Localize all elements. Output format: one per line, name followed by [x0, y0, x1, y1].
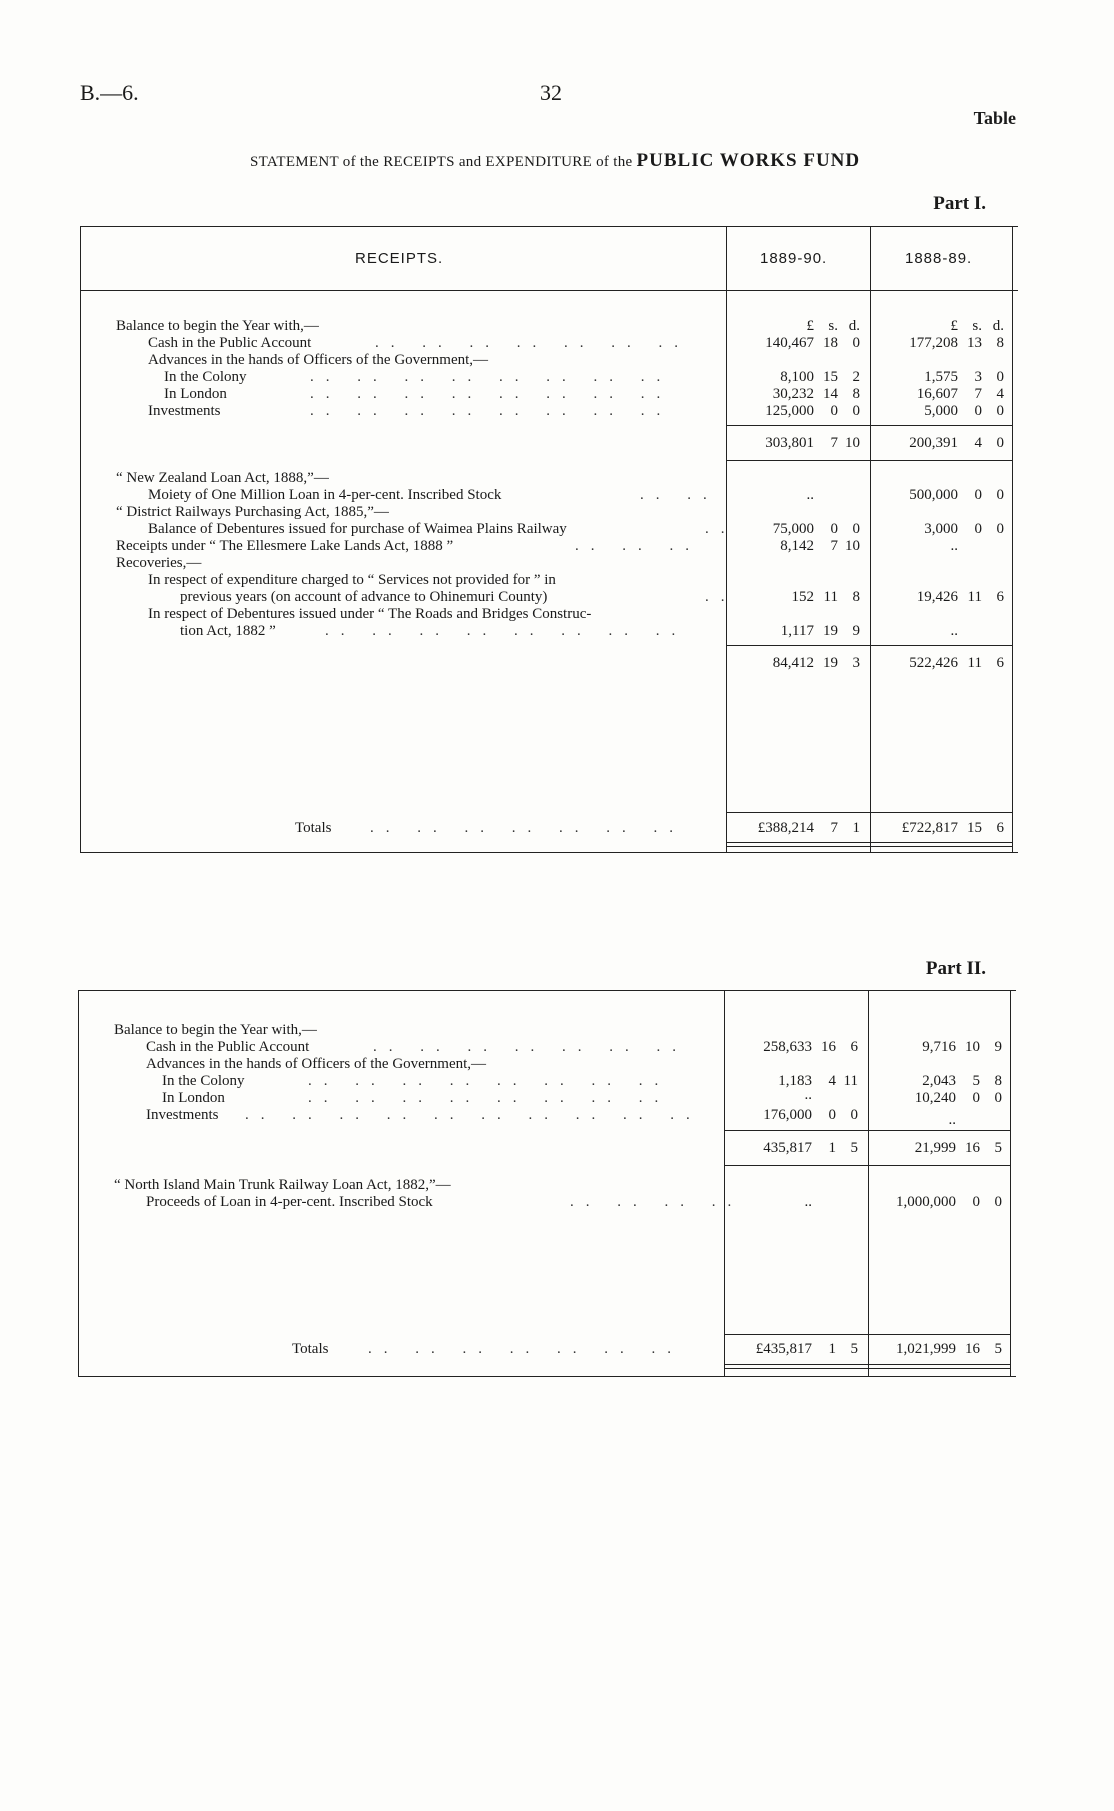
- row-label: Cash in the Public Account: [146, 1039, 310, 1055]
- page-number: 32: [540, 80, 562, 105]
- amount-1888-89: 1,000,000 0 0: [896, 1194, 1002, 1210]
- table-label: Table: [973, 108, 1016, 128]
- leader-dots: ..: [705, 521, 737, 537]
- total-1888-89: £722,817 15 6: [901, 820, 1004, 836]
- row-label: In respect of expenditure charged to “ Services not provided for ” in: [148, 572, 556, 588]
- leader-dots: .. .. .. .. .. .. .. ..: [310, 403, 673, 419]
- amount-1888-89: 10,240 0 0: [914, 1090, 1002, 1106]
- part-2-label: Part II.: [925, 958, 986, 979]
- amount-1888-89: 500,000 0 0: [909, 487, 1004, 503]
- row-label: In the Colony: [164, 369, 247, 385]
- leader-dots: .. .. .. .. .. .. ..: [373, 1039, 688, 1055]
- amount-1888-89: ..: [948, 1112, 956, 1128]
- leader-dots: ..: [705, 589, 737, 605]
- amount-1889-90: 8,100 15 2: [780, 369, 860, 385]
- amount-1889-90: 8,142 7 10: [780, 538, 860, 554]
- amount-1889-90: 75,000 0 0: [772, 521, 860, 537]
- totals-label: Totals: [292, 1341, 329, 1357]
- document-reference: B.—6.: [80, 80, 139, 105]
- leader-dots: .. .. .. .. .. .. .. .. .. ..: [245, 1107, 702, 1123]
- leader-dots: .. .. .. .. .. .. .. ..: [310, 369, 673, 385]
- title-bold: PUBLIC WORKS FUND: [636, 150, 861, 171]
- totals-label: Totals: [295, 820, 332, 836]
- subtotal-1888-89: 200,391 4 0: [909, 435, 1004, 451]
- page-title: [250, 150, 860, 172]
- leader-dots: .. .. .. .. .. .. .. ..: [308, 1090, 671, 1106]
- amount-1889-90: 1,117 19 9: [780, 623, 860, 639]
- amount-1888-89: 5,000 0 0: [924, 403, 1004, 419]
- amount-1888-89: 177,208 13 8: [909, 335, 1004, 351]
- row-label: In the Colony: [162, 1073, 245, 1089]
- row-label: Advances in the hands of Officers of the Government,—: [146, 1056, 487, 1072]
- amount-1888-89: ..: [950, 538, 958, 554]
- total-1889-90: £388,214 7 1: [757, 820, 860, 836]
- column-header-1889-90: 1889-90.: [760, 250, 828, 267]
- leader-dots: .. .. .. .. .. .. .. ..: [310, 386, 673, 402]
- part-1-label: Part I.: [933, 193, 986, 214]
- amount-1889-90: 258,633 16 6: [763, 1039, 858, 1055]
- amount-1889-90: 176,000 0 0: [763, 1107, 858, 1123]
- column-header-receipts: RECEIPTS.: [355, 250, 444, 267]
- units-1888-89: £ s. d.: [950, 318, 1004, 334]
- row-label: Investments: [146, 1107, 219, 1123]
- subtotal-1889-90: 84,412 19 3: [772, 655, 860, 671]
- row-label: tion Act, 1882 ”: [180, 623, 276, 639]
- amount-1889-90: ..: [804, 1194, 812, 1210]
- amount-1888-89: ..: [950, 623, 958, 639]
- amount-1888-89: 19,426 11 6: [916, 589, 1004, 605]
- total-1888-89: 1,021,999 16 5: [896, 1341, 1002, 1357]
- leader-dots: .. .. ..: [575, 538, 701, 554]
- row-label: Moiety of One Million Loan in 4-per-cent. Inscribed Stock: [148, 487, 502, 503]
- row-label: Proceeds of Loan in 4-per-cent. Inscribed Stock: [146, 1194, 433, 1210]
- row-label: In London: [162, 1090, 225, 1106]
- leader-dots: .. .. .. ..: [570, 1194, 744, 1210]
- leader-dots: .. .. .. .. .. .. .. ..: [308, 1073, 671, 1089]
- amount-1889-90: 125,000 0 0: [765, 403, 860, 419]
- subtotal-1889-90: 435,817 1 5: [763, 1140, 858, 1156]
- leader-dots: .. .. .. .. .. .. .. ..: [325, 623, 688, 639]
- row-label: Advances in the hands of Officers of the Government,—: [148, 352, 489, 368]
- leader-dots: .. .. .. .. .. .. ..: [375, 335, 690, 351]
- row-label: Cash in the Public Account: [148, 335, 312, 351]
- amount-1888-89: 16,607 7 4: [916, 386, 1004, 402]
- subtotal-1889-90: 303,801 7 10: [765, 435, 860, 451]
- row-label: Investments: [148, 403, 221, 419]
- row-label: In respect of Debentures issued under “ The Roads and Bridges Construc-: [148, 606, 592, 622]
- units-1889-90: £ s. d.: [806, 318, 860, 334]
- total-1889-90: £435,817 1 5: [755, 1341, 858, 1357]
- amount-1889-90: ..: [804, 1087, 812, 1103]
- leader-dots: .. .. .. .. .. .. ..: [368, 1341, 683, 1357]
- column-header-1888-89: 1888-89.: [905, 250, 973, 267]
- amount-1889-90: 152 11 8: [791, 589, 860, 605]
- amount-1888-89: 2,043 5 8: [922, 1073, 1002, 1089]
- row-label: previous years (on account of advance to Ohinemuri County): [180, 589, 548, 605]
- amount-1889-90: 1,183 4 11: [778, 1073, 858, 1089]
- leader-dots: .. .. .. .. .. .. ..: [370, 820, 685, 836]
- amount-1889-90: 30,232 14 8: [772, 386, 860, 402]
- row-label: Balance to begin the Year with,—: [116, 318, 319, 334]
- row-label: Balance of Debentures issued for purchase of Waimea Plains Railway: [148, 521, 567, 537]
- amount-1889-90: ..: [806, 487, 814, 503]
- amount-1888-89: 1,575 3 0: [924, 369, 1004, 385]
- row-label: “ North Island Main Trunk Railway Loan Act, 1882,”—: [114, 1177, 451, 1193]
- title-prefix: STATEMENT of the RECEIPTS and EXPENDITURE of the: [250, 154, 633, 170]
- subtotal-1888-89: 522,426 11 6: [909, 655, 1004, 671]
- row-label: “ New Zealand Loan Act, 1888,”—: [116, 470, 329, 486]
- row-label: Receipts under “ The Ellesmere Lake Lands Act, 1888 ”: [116, 538, 454, 554]
- amount-1888-89: 3,000 0 0: [924, 521, 1004, 537]
- row-label: Balance to begin the Year with,—: [114, 1022, 317, 1038]
- row-label: Recoveries,—: [116, 555, 202, 571]
- leader-dots: .. ..: [640, 487, 719, 503]
- amount-1888-89: 9,716 10 9: [922, 1039, 1002, 1055]
- row-label: In London: [164, 386, 227, 402]
- row-label: “ District Railways Purchasing Act, 1885,”—: [116, 504, 389, 520]
- amount-1889-90: 140,467 18 0: [765, 335, 860, 351]
- subtotal-1888-89: 21,999 16 5: [914, 1140, 1002, 1156]
